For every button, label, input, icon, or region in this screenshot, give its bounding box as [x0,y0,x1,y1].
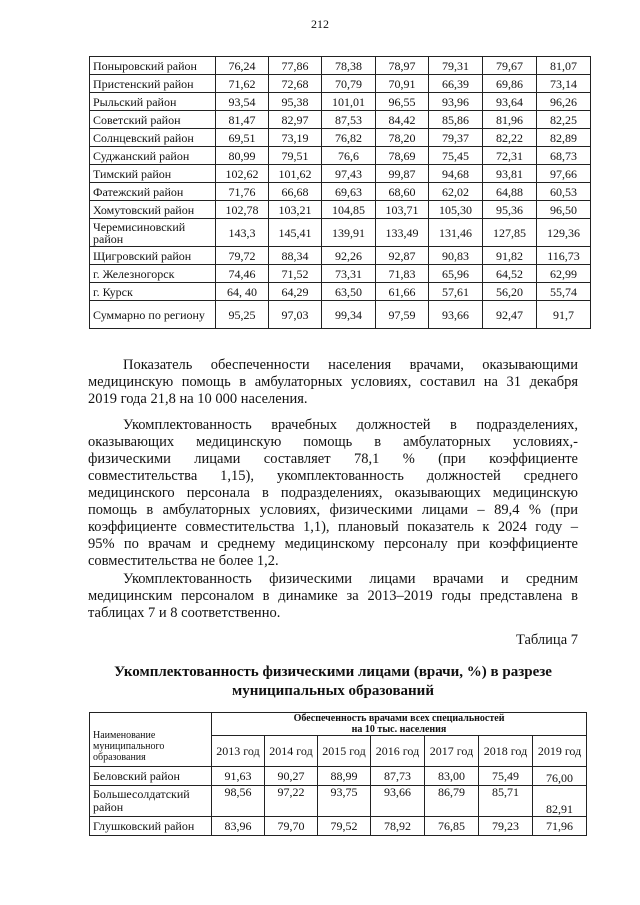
table-row [90,201,591,219]
table-cell: 88,34 [269,247,322,265]
column-header-municipality: Наименование муниципального образования [90,713,212,767]
table-cell: 81,07 [537,57,591,75]
table-cell: 86,79 [425,786,479,817]
table-cell: 82,97 [269,111,322,129]
table-cell: 93,66 [371,786,425,817]
table-cell: 79,72 [216,247,269,265]
paragraph-line: Показатель обеспеченности населения врачами, оказывающими [123,357,578,373]
table-cell: 69,51 [216,129,269,147]
table-cell: 94,68 [429,165,483,183]
table-cell: 129,36 [537,219,591,247]
column-header-year: 2016 год [371,736,425,767]
table-cell: 69,86 [483,75,537,93]
row-label: Глушковский район [90,817,212,836]
table-cell: 79,52 [318,817,371,836]
table-title-line: Укомплектованность физическими лицами (врачи, %) в разрезе [114,664,552,680]
table-cell: 145,41 [269,219,322,247]
table-cell: 71,52 [269,265,322,283]
table-row [90,165,591,183]
table-cell: 64,52 [483,265,537,283]
table-cell: 81,96 [483,111,537,129]
table-cell: 133,49 [376,219,429,247]
column-header-year: 2013 год [212,736,265,767]
row-label: Черемисиновский район [90,219,216,247]
table-row [90,767,587,786]
paragraph-line: медицинским персоналом в динамике за 2013–2019 годы представлена в [88,588,578,604]
table-cell: 105,30 [429,201,483,219]
table-row [90,219,591,247]
table-cell: 66,39 [429,75,483,93]
table-row [90,817,587,836]
table-row [90,183,591,201]
table-cell: 88,99 [318,767,371,786]
table-cell: 78,38 [322,57,376,75]
table-cell: 71,76 [216,183,269,201]
table-cell: 79,23 [479,817,533,836]
table-cell: 76,24 [216,57,269,75]
table-title [88,663,578,701]
table-cell: 64, 40 [216,283,269,301]
table-cell: 79,70 [265,817,318,836]
table-row [90,75,591,93]
table-cell: 82,25 [537,111,591,129]
table-cell: 77,86 [269,57,322,75]
table-cell: 79,37 [429,129,483,147]
table-cell: 71,62 [216,75,269,93]
table-row [90,247,591,265]
table-cell: 102,78 [216,201,269,219]
table-cell: 93,96 [429,93,483,111]
table-cell: 95,38 [269,93,322,111]
table-cell: 95,25 [216,301,269,329]
table-cell: 82,91 [533,786,587,817]
table-cell: 90,27 [265,767,318,786]
column-group-header [212,713,587,736]
paragraph-line: Укомплектованность врачебных должностей в подразделениях, [123,417,578,433]
table-cell: 79,67 [483,57,537,75]
paragraph-line: совместительства не более 1,2. [88,553,279,569]
column-header-year: 2014 год [265,736,318,767]
table-cell: 103,71 [376,201,429,219]
table-cell: 73,31 [322,265,376,283]
table-cell: 82,89 [537,129,591,147]
table-row [90,147,591,165]
row-label: Беловский район [90,767,212,786]
column-header-year: 2015 год [318,736,371,767]
table-cell: 68,73 [537,147,591,165]
table-cell: 97,66 [537,165,591,183]
paragraph-line: коэффициенте совместительства 1,1), плановый показатель к 2024 году – [88,519,578,535]
table-cell: 98,56 [212,786,265,817]
table-cell: 78,92 [371,817,425,836]
table-cell: 104,85 [322,201,376,219]
row-label: Поныровский район [90,57,216,75]
table-cell: 97,59 [376,301,429,329]
table-cell: 92,87 [376,247,429,265]
group-header-line: Обеспеченность врачами всех специальностей [293,713,505,724]
paragraph-line: медицинского персонала в подразделениях, оказывающих медицинскую [88,485,578,501]
table-cell: 79,51 [269,147,322,165]
table-cell: 65,96 [429,265,483,283]
paragraph-staffing-levels [88,417,578,570]
table-cell: 95,36 [483,201,537,219]
paragraph-staffing-dynamics [88,571,578,622]
table-cell: 97,03 [269,301,322,329]
table-cell: 76,00 [533,767,587,786]
column-header-year: 2017 год [425,736,479,767]
table-cell: 85,71 [479,786,533,817]
paragraph-doctors-availability [88,357,578,408]
table-cell: 61,66 [376,283,429,301]
row-label: Солнцевский район [90,129,216,147]
table-cell: 103,21 [269,201,322,219]
paragraph-line: оказывающих медицинскую помощь в амбулаторных условиях,- [88,434,578,450]
table-cell: 91,63 [212,767,265,786]
paragraph-line: помощь в амбулаторных условиях, физическими лицами – 89,4 % (при [88,502,578,518]
table-cell: 76,82 [322,129,376,147]
table-cell: 101,62 [269,165,322,183]
paragraph-line: 2019 года 21,8 на 10 000 населения. [88,391,308,407]
row-label: Щигровский район [90,247,216,265]
paragraph-line: Укомплектованность физическими лицами врачами и средним [123,571,578,587]
table-cell: 78,69 [376,147,429,165]
table-cell: 73,19 [269,129,322,147]
table-cell: 80,99 [216,147,269,165]
row-label: Пристенский район [90,75,216,93]
group-header-line: на 10 тыс. населения [351,724,447,735]
table-cell: 101,01 [322,93,376,111]
table-cell: 72,68 [269,75,322,93]
table-cell: 139,91 [322,219,376,247]
table-cell: 127,85 [483,219,537,247]
paragraph-line: медицинскую помощь в амбулаторных условиях, составил на 31 декабря [88,374,578,390]
table-row [90,301,591,329]
table-cell: 143,3 [216,219,269,247]
table-cell: 78,20 [376,129,429,147]
row-label: Рыльский район [90,93,216,111]
paragraph-line: 95% по врачам и среднему медицинскому персоналу при коэффициенте [88,536,578,552]
page-number: 212 [311,17,329,31]
table-cell: 96,26 [537,93,591,111]
table-row [90,129,591,147]
column-header-year: 2019 год [533,736,587,767]
table-row [90,111,591,129]
table-cell: 83,00 [425,767,479,786]
table-cell: 81,47 [216,111,269,129]
table-cell: 90,83 [429,247,483,265]
table-row [90,786,587,817]
row-label: Суджанский район [90,147,216,165]
table-cell: 85,86 [429,111,483,129]
table-cell: 60,53 [537,183,591,201]
table-cell: 70,91 [376,75,429,93]
table-cell: 73,14 [537,75,591,93]
table-cell: 69,63 [322,183,376,201]
row-label: Большесолдатский район [90,786,212,817]
table-cell: 83,96 [212,817,265,836]
table-cell: 71,83 [376,265,429,283]
row-label: Советский район [90,111,216,129]
column-header-year: 2018 год [479,736,533,767]
table-cell: 116,73 [537,247,591,265]
table-cell: 96,50 [537,201,591,219]
table-cell: 92,47 [483,301,537,329]
table-cell: 70,79 [322,75,376,93]
table-row [90,93,591,111]
table-cell: 99,34 [322,301,376,329]
table-cell: 91,82 [483,247,537,265]
table-cell: 64,88 [483,183,537,201]
table-cell: 75,45 [429,147,483,165]
table-label: Таблица 7 [515,632,578,648]
table-title-line: муниципальных образований [232,683,434,699]
paragraph-line: физическими лицами составляет 78,1 % (при коэффициенте [88,451,578,467]
table-cell: 76,6 [322,147,376,165]
table-cell: 99,87 [376,165,429,183]
table-row [90,265,591,283]
table-cell: 84,42 [376,111,429,129]
table-cell: 87,73 [371,767,425,786]
paragraph-line: совместительства 1,15), укомплектованность должностей среднего [88,468,578,484]
table-cell: 57,61 [429,283,483,301]
table-cell: 75,49 [479,767,533,786]
row-label: г. Железногорск [90,265,216,283]
table-cell: 76,85 [425,817,479,836]
row-label: Тимский район [90,165,216,183]
table-cell: 92,26 [322,247,376,265]
table-cell: 93,64 [483,93,537,111]
table-cell: 62,02 [429,183,483,201]
table-cell: 56,20 [483,283,537,301]
table-cell: 68,60 [376,183,429,201]
table-cell: 102,62 [216,165,269,183]
table-cell: 66,68 [269,183,322,201]
paragraph-line: таблицах 7 и 8 соответственно. [88,605,281,621]
row-label: г. Курск [90,283,216,301]
continued-data-table [89,56,591,329]
table-cell: 97,43 [322,165,376,183]
table-cell: 87,53 [322,111,376,129]
table-cell: 63,50 [322,283,376,301]
row-label: Хомутовский район [90,201,216,219]
table-cell: 62,99 [537,265,591,283]
table-cell: 96,55 [376,93,429,111]
table-cell: 55,74 [537,283,591,301]
table-cell: 72,31 [483,147,537,165]
table-cell: 97,22 [265,786,318,817]
table-cell: 93,66 [429,301,483,329]
table-7-staffing [89,712,587,836]
table-row [90,57,591,75]
table-cell: 78,97 [376,57,429,75]
table-cell: 93,75 [318,786,371,817]
table-cell: 131,46 [429,219,483,247]
table-cell: 82,22 [483,129,537,147]
table-row [90,283,591,301]
table-cell: 79,31 [429,57,483,75]
table-cell: 93,54 [216,93,269,111]
table-cell: 74,46 [216,265,269,283]
table-cell: 64,29 [269,283,322,301]
table-cell: 71,96 [533,817,587,836]
table-cell: 91,7 [537,301,591,329]
row-label: Суммарно по региону [90,301,216,329]
table-cell: 93,81 [483,165,537,183]
row-label: Фатежский район [90,183,216,201]
